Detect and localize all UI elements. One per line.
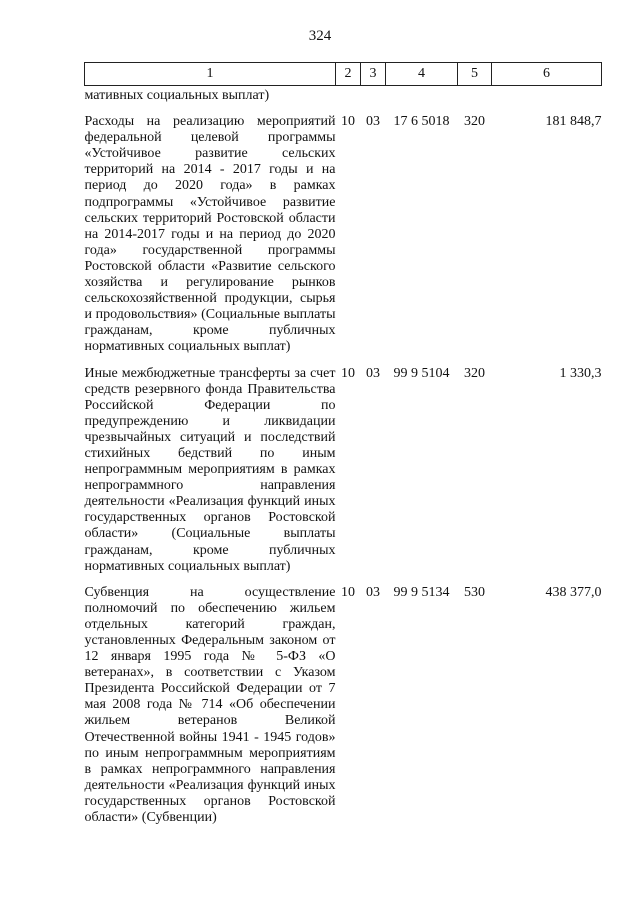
row-expense-type: 320 (464, 365, 485, 381)
row-amount: 181 848,7 (545, 114, 602, 130)
continuation-row (85, 86, 602, 115)
row-amount: 1 330,3 (559, 365, 602, 381)
header-col-4: 4 (386, 63, 458, 86)
row-expense-type: 530 (464, 584, 485, 600)
row-amount: 438 377,0 (545, 584, 602, 600)
row-target-code: 99 9 5134 (393, 584, 450, 600)
row-target-code: 99 9 5104 (393, 365, 450, 381)
row-section: 10 (341, 114, 355, 130)
header-col-1: 1 (85, 63, 336, 86)
budget-table (84, 62, 602, 836)
row-subsection: 03 (366, 114, 380, 130)
row-section: 10 (341, 365, 355, 381)
header-col-3: 3 (361, 63, 386, 86)
row-description: Иные межбюджетные трансферты за счет средств резервного фонда Правительства Российской Федерации по предупреждению и ликвидации чрезвычайных ситуаций и последствий стихийных бедствий по иным непрограммным мероприятиям в рамках непрограммного направления деятельности «Реализация функций иных государственных органов Ростовской области» (Социальные выплаты гражданам, кроме публичных нормативных социальных выплат) (84, 365, 336, 574)
row-expense-type: 320 (464, 114, 485, 130)
row-subsection: 03 (366, 365, 380, 381)
row-target-code: 17 6 5018 (393, 114, 450, 130)
row-section: 10 (341, 584, 355, 600)
row-description: Расходы на реализацию мероприятий федеральной целевой программы «Устойчивое развитие сельских территорий на 2014 - 2017 годы и на период до 2020 года» в рамках подпрограммы «Устойчивое развитие сельских территорий Ростовской области на 2014-2017 годы и на период до 2020 года» государственной программы Ростовской области «Развитие сельского хозяйства и регулирование рынков сельскохозяйственной продукции, сырья и продовольствия» (Социальные выплаты гражданам, кроме публичных нормативных социальных выплат) (84, 114, 336, 355)
table-row (85, 366, 602, 585)
table-row (85, 585, 602, 836)
page-number: 324 (308, 28, 332, 44)
header-col-6: 6 (492, 63, 602, 86)
row-description: Субвенция на осуществление полномочий по обеспечению жильем отдельных категорий граждан, установленных Федеральным законом от 12 января 1995 года № 5-ФЗ «О ветеранах», в соответствии с Указом Президента Российской Федерации от 7 мая 2008 года № 714 «Об обеспечении жильем ветеранов Великой Отечественной войны 1941 - 1945 годов» по иным непрограммным мероприятиям в рамках непрограммного направления деятельности «Реализация функций иных государственных органов Ростовской области» (Субвенции) (84, 584, 336, 826)
continuation-text: мативных социальных выплат) (84, 88, 270, 103)
header-col-2: 2 (336, 63, 361, 86)
header-col-5: 5 (458, 63, 492, 86)
table-header-row (85, 63, 602, 86)
table-row (85, 114, 602, 365)
row-subsection: 03 (366, 584, 380, 600)
